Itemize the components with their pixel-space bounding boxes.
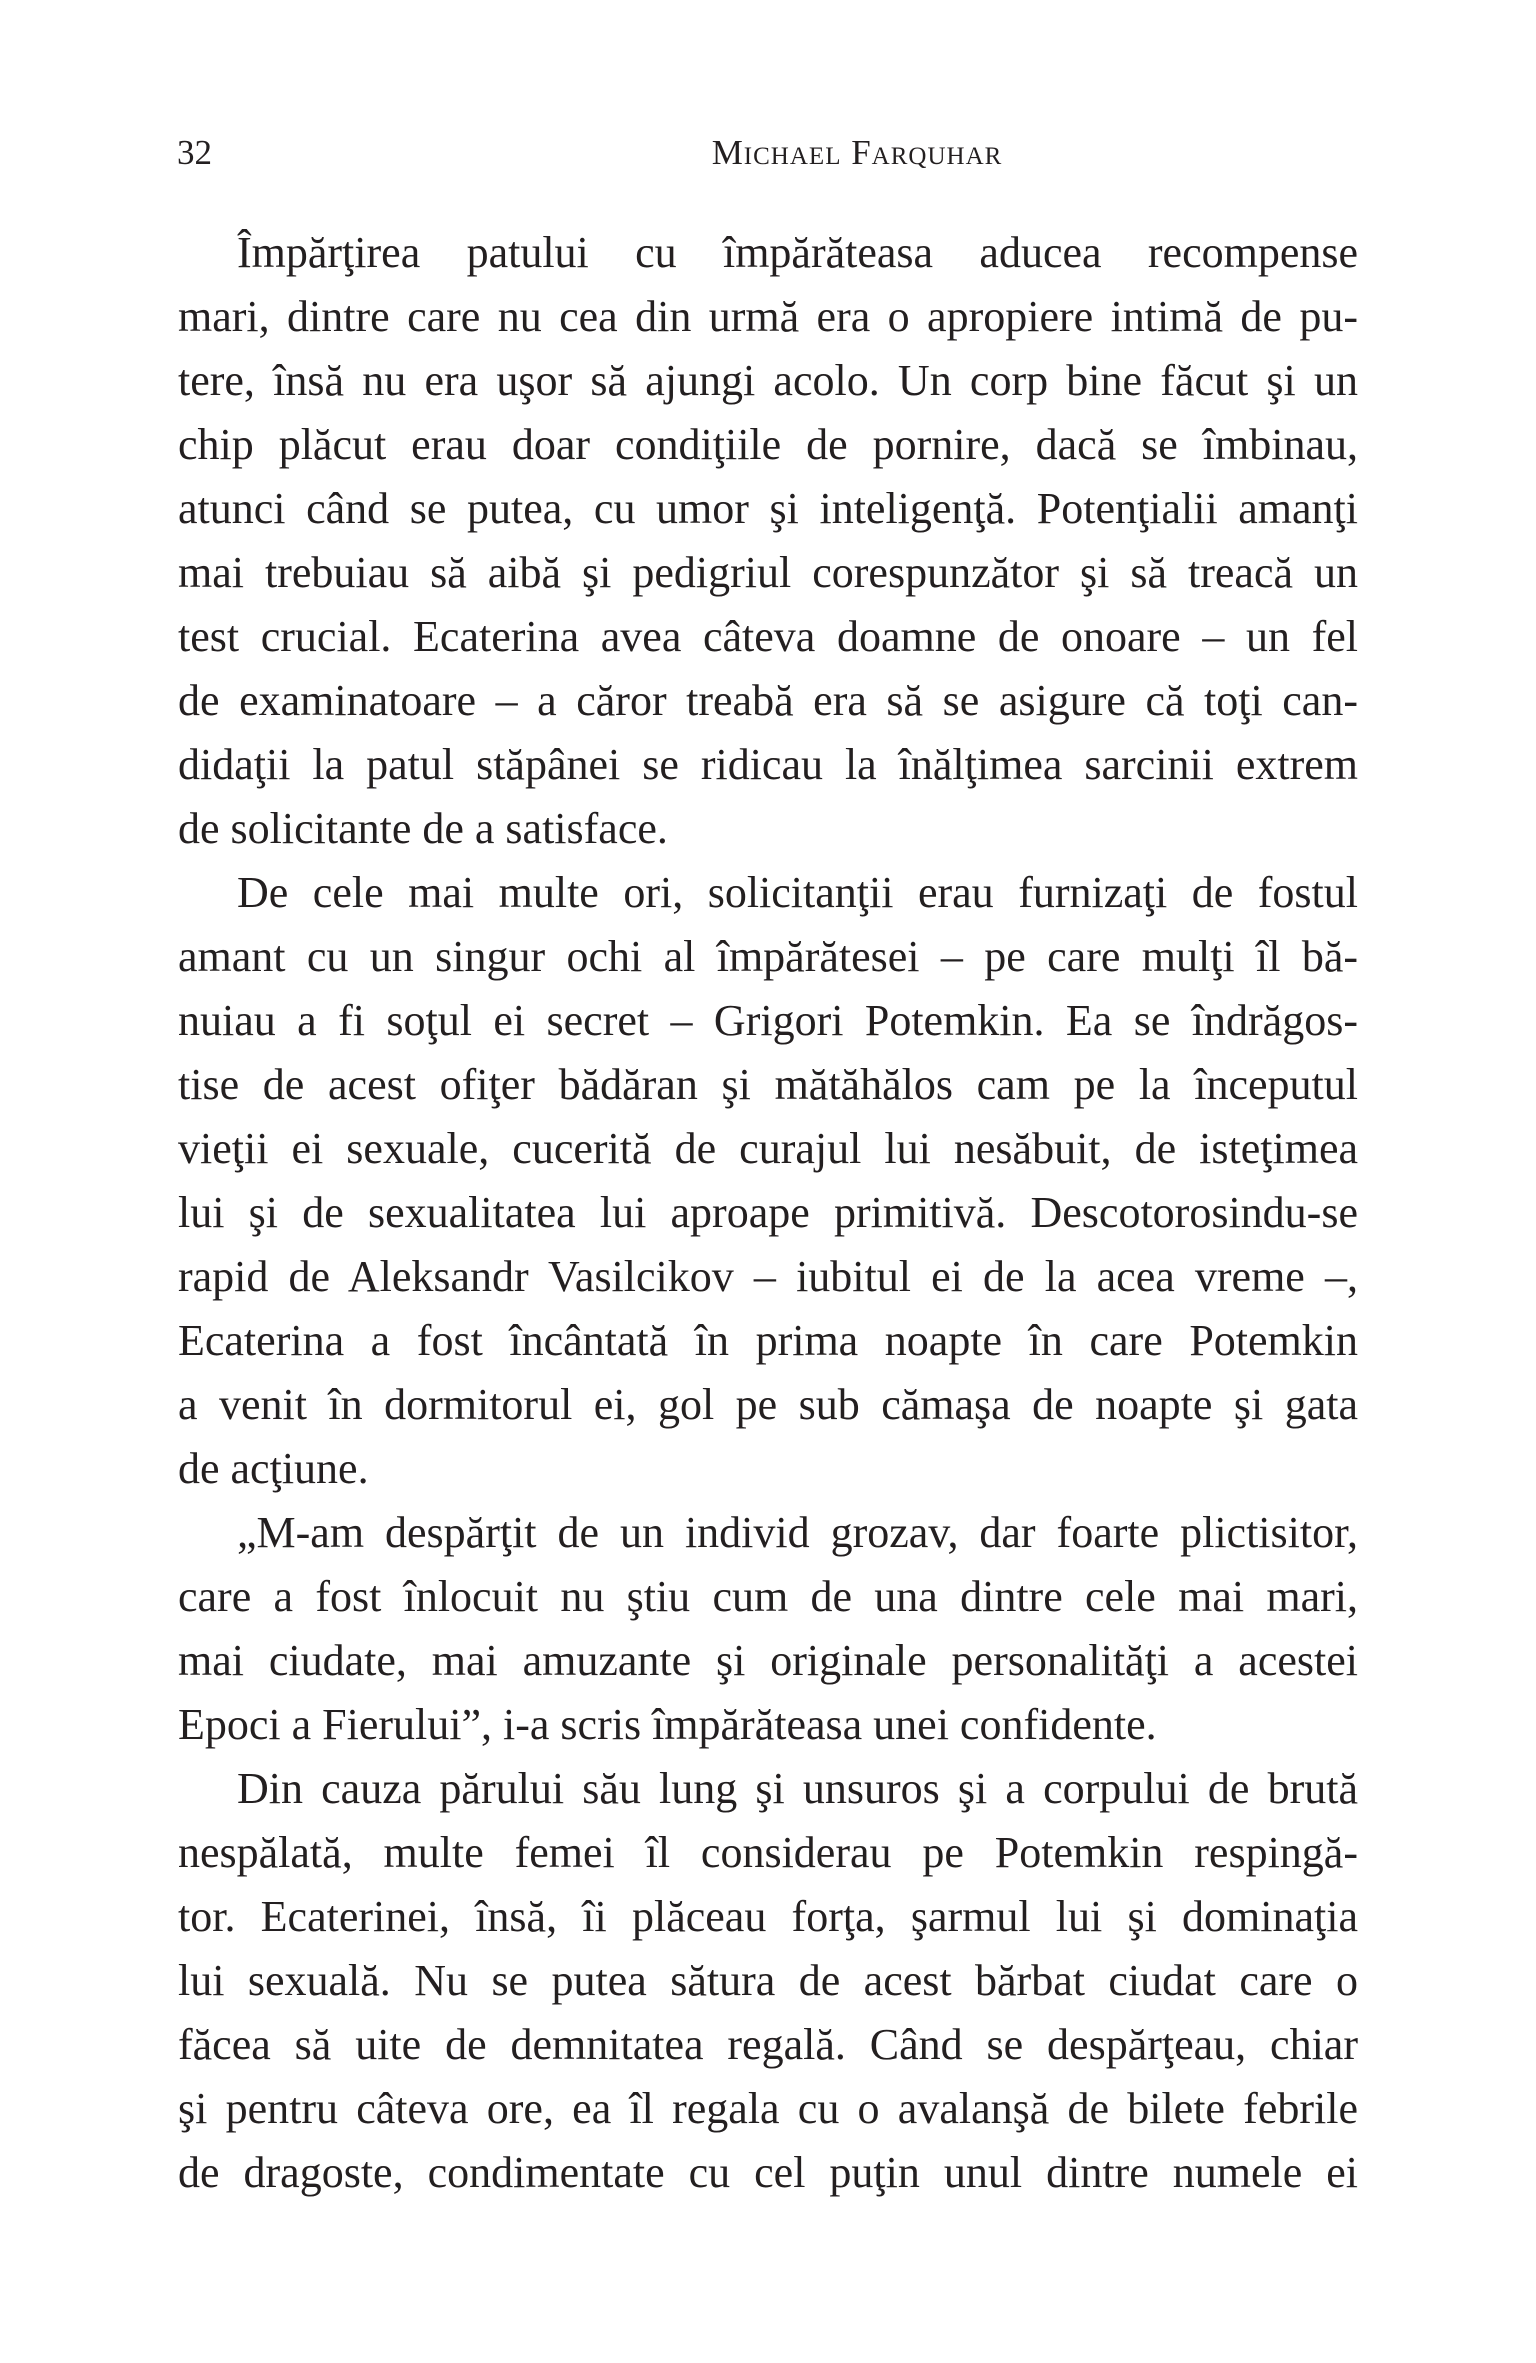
text-line: nespălată, multe femei îl considerau pe Potemkin respingă- bbox=[178, 1828, 1358, 1877]
text-line: tor. Ecaterinei, însă, îi plăceau forţa, şarmul lui şi dominaţia bbox=[178, 1892, 1358, 1941]
text-line: tere, însă nu era uşor să ajungi acolo. Un corp bine făcut şi un bbox=[178, 356, 1358, 405]
text-line: De cele mai multe ori, solicitanţii erau furnizaţi de fostul bbox=[237, 868, 1358, 917]
text-line: test crucial. Ecaterina avea câteva doamne de onoare – un fel bbox=[178, 612, 1358, 661]
page-header bbox=[177, 128, 1359, 178]
text-line: şi pentru câteva ore, ea îl regala cu o avalanşă de bilete febrile bbox=[178, 2084, 1358, 2133]
text-line: care a fost înlocuit nu ştiu cum de una dintre cele mai mari, bbox=[178, 1572, 1358, 1621]
text-line: nuiau a fi soţul ei secret – Grigori Potemkin. Ea se îndrăgos- bbox=[178, 996, 1358, 1045]
body-text bbox=[178, 221, 1358, 2205]
text-line: rapid de Aleksandr Vasilcikov – iubitul ei de la acea vreme –, bbox=[178, 1252, 1358, 1301]
text-line: tise de acest ofiţer bădăran şi mătăhălos cam pe la începutul bbox=[178, 1060, 1358, 1109]
text-line: Din cauza părului său lung şi unsuros şi a corpului de brută bbox=[237, 1764, 1358, 1813]
text-line: amant cu un singur ochi al împărătesei – pe care mulţi îl bă- bbox=[178, 932, 1358, 981]
text-line: Ecaterina a fost încântată în prima noapte în care Potemkin bbox=[178, 1316, 1358, 1365]
text-line: vieţii ei sexuale, cucerită de curajul lui nesăbuit, de isteţimea bbox=[178, 1124, 1358, 1173]
running-head-author: Michael Farquhar bbox=[711, 133, 1003, 172]
text-line: a venit în dormitorul ei, gol pe sub cămaşa de noapte şi gata bbox=[178, 1380, 1358, 1429]
text-line: Împărţirea patului cu împărăteasa aducea recompense bbox=[237, 228, 1358, 277]
text-line: de examinatoare – a căror treabă era să se asigure că toţi can- bbox=[178, 676, 1358, 725]
text-line: de dragoste, condimentate cu cel puţin unul dintre numele ei bbox=[178, 2148, 1358, 2197]
text-line: „M-am despărţit de un individ grozav, dar foarte plictisitor, bbox=[237, 1508, 1358, 1557]
text-line: lui sexuală. Nu se putea sătura de acest bărbat ciudat care o bbox=[178, 1956, 1358, 2005]
text-line: Epoci a Fierului”, i-a scris împărăteasa unei confidente. bbox=[178, 1700, 1157, 1749]
text-line: de acţiune. bbox=[178, 1444, 369, 1493]
text-line: mai trebuiau să aibă şi pedigriul corespunzător şi să treacă un bbox=[178, 548, 1358, 597]
text-line: chip plăcut erau doar condiţiile de pornire, dacă se îmbinau, bbox=[178, 420, 1358, 469]
text-line: mari, dintre care nu cea din urmă era o apropiere intimă de pu- bbox=[178, 292, 1358, 341]
page-number: 32 bbox=[177, 133, 212, 172]
text-line: atunci când se putea, cu umor şi inteligenţă. Potenţialii amanţi bbox=[178, 484, 1358, 533]
text-line: făcea să uite de demnitatea regală. Când se despărţeau, chiar bbox=[178, 2020, 1358, 2069]
text-line: mai ciudate, mai amuzante şi originale personalităţi a acestei bbox=[178, 1636, 1358, 1685]
text-line: de solicitante de a satisface. bbox=[178, 804, 668, 853]
text-line: lui şi de sexualitatea lui aproape primitivă. Descotorosindu-se bbox=[178, 1188, 1358, 1237]
text-line: didaţii la patul stăpânei se ridicau la înălţimea sarcinii extrem bbox=[178, 740, 1358, 789]
